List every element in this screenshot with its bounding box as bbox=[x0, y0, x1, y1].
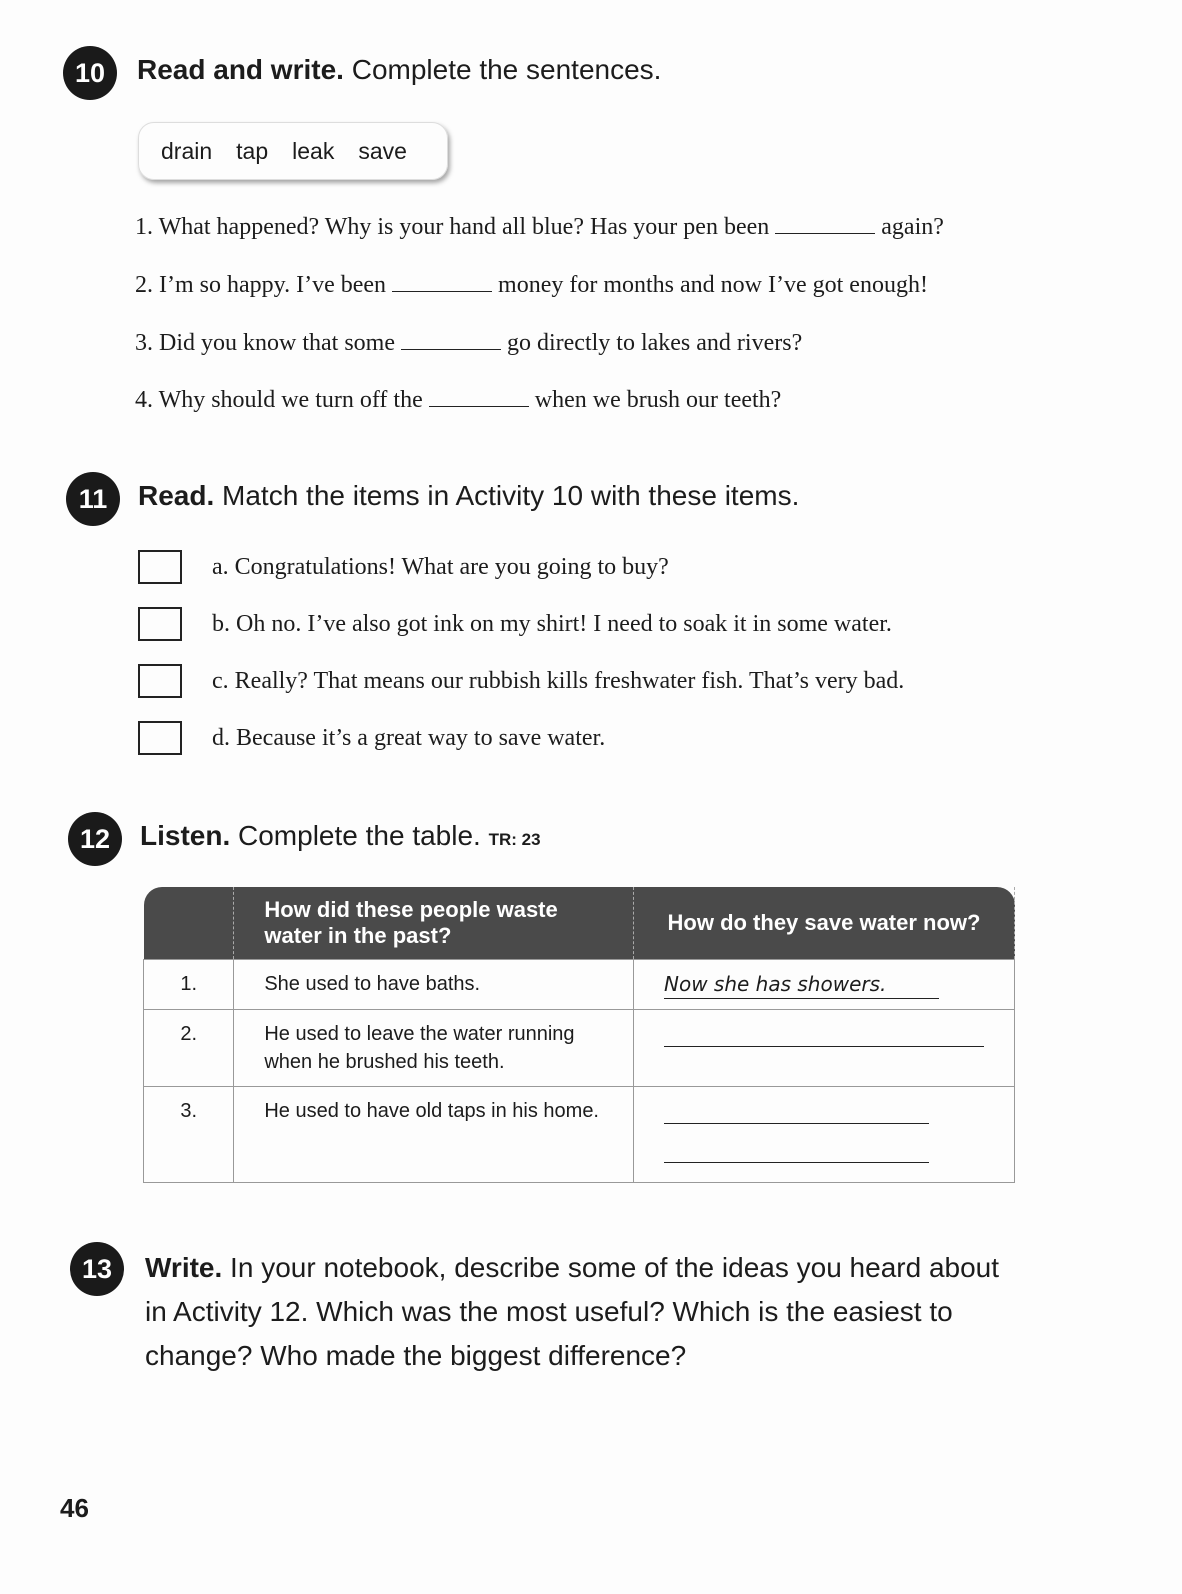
column-header: How do they save water now? bbox=[634, 887, 1015, 960]
answer-line[interactable] bbox=[664, 1136, 929, 1163]
match-checkbox[interactable] bbox=[138, 607, 182, 641]
sentence: 3. Did you know that some go directly to lakes and rivers? bbox=[135, 330, 803, 356]
sentence: 4. Why should we turn off the when we brush our teeth? bbox=[135, 387, 782, 413]
match-item: d. Because it’s a great way to save water. bbox=[212, 725, 606, 751]
activity-11-title: Read. Match the items in Activity 10 with these items. bbox=[138, 480, 800, 511]
sentence: 2. I’m so happy. I’ve been money for months and now I’ve got enough! bbox=[135, 272, 928, 298]
answer-blank[interactable] bbox=[392, 291, 492, 292]
answer-table bbox=[143, 887, 1015, 1183]
activity-12-title: Listen. Complete the table. TR: 23 bbox=[140, 820, 541, 851]
activity-11-badge: 11 bbox=[66, 472, 120, 526]
match-item: c. Really? That means our rubbish kills freshwater fish. That’s very bad. bbox=[212, 668, 905, 694]
table-row: 1. She used to have baths. Now she has showers. bbox=[144, 960, 1015, 1010]
answer-blank[interactable] bbox=[401, 349, 501, 350]
activity-13-badge: 13 bbox=[70, 1242, 124, 1296]
match-item: b. Oh no. I’ve also got ink on my shirt! I need to soak it in some water. bbox=[212, 611, 892, 637]
word: leak bbox=[292, 137, 335, 164]
answer-blank[interactable] bbox=[429, 406, 529, 407]
match-item: a. Congratulations! What are you going to buy? bbox=[212, 554, 669, 580]
match-checkbox[interactable] bbox=[138, 550, 182, 584]
word: drain bbox=[161, 137, 213, 164]
track-label: TR: 23 bbox=[488, 830, 541, 849]
sentence: 1. What happened? Why is your hand all blue? Has your pen been again? bbox=[135, 214, 944, 240]
table-row: 2. He used to leave the water running when he brushed his teeth. bbox=[144, 1010, 1015, 1087]
answer-line[interactable] bbox=[664, 1020, 984, 1047]
answer-line[interactable] bbox=[664, 1097, 929, 1124]
page-number: 46 bbox=[60, 1493, 89, 1523]
word-box bbox=[138, 122, 448, 180]
match-checkbox[interactable] bbox=[138, 721, 182, 755]
activity-10-badge: 10 bbox=[63, 46, 117, 100]
activity-12-badge: 12 bbox=[68, 812, 122, 866]
activity-10-title: Read and write. Complete the sentences. bbox=[137, 54, 662, 85]
table-row: 3. He used to have old taps in his home. bbox=[144, 1087, 1015, 1183]
column-header: How did these people waste water in the past? bbox=[234, 887, 634, 960]
answer-field[interactable]: Now she has showers. bbox=[664, 970, 939, 999]
word: save bbox=[358, 137, 407, 164]
activity-13-text: Write. In your notebook, describe some of the ideas you heard about in Activity 12. Which was the most useful? Which is the easiest to change? Who made the biggest difference? bbox=[145, 1252, 1000, 1371]
word: tap bbox=[236, 137, 269, 164]
answer-blank[interactable] bbox=[775, 233, 875, 234]
match-checkbox[interactable] bbox=[138, 664, 182, 698]
